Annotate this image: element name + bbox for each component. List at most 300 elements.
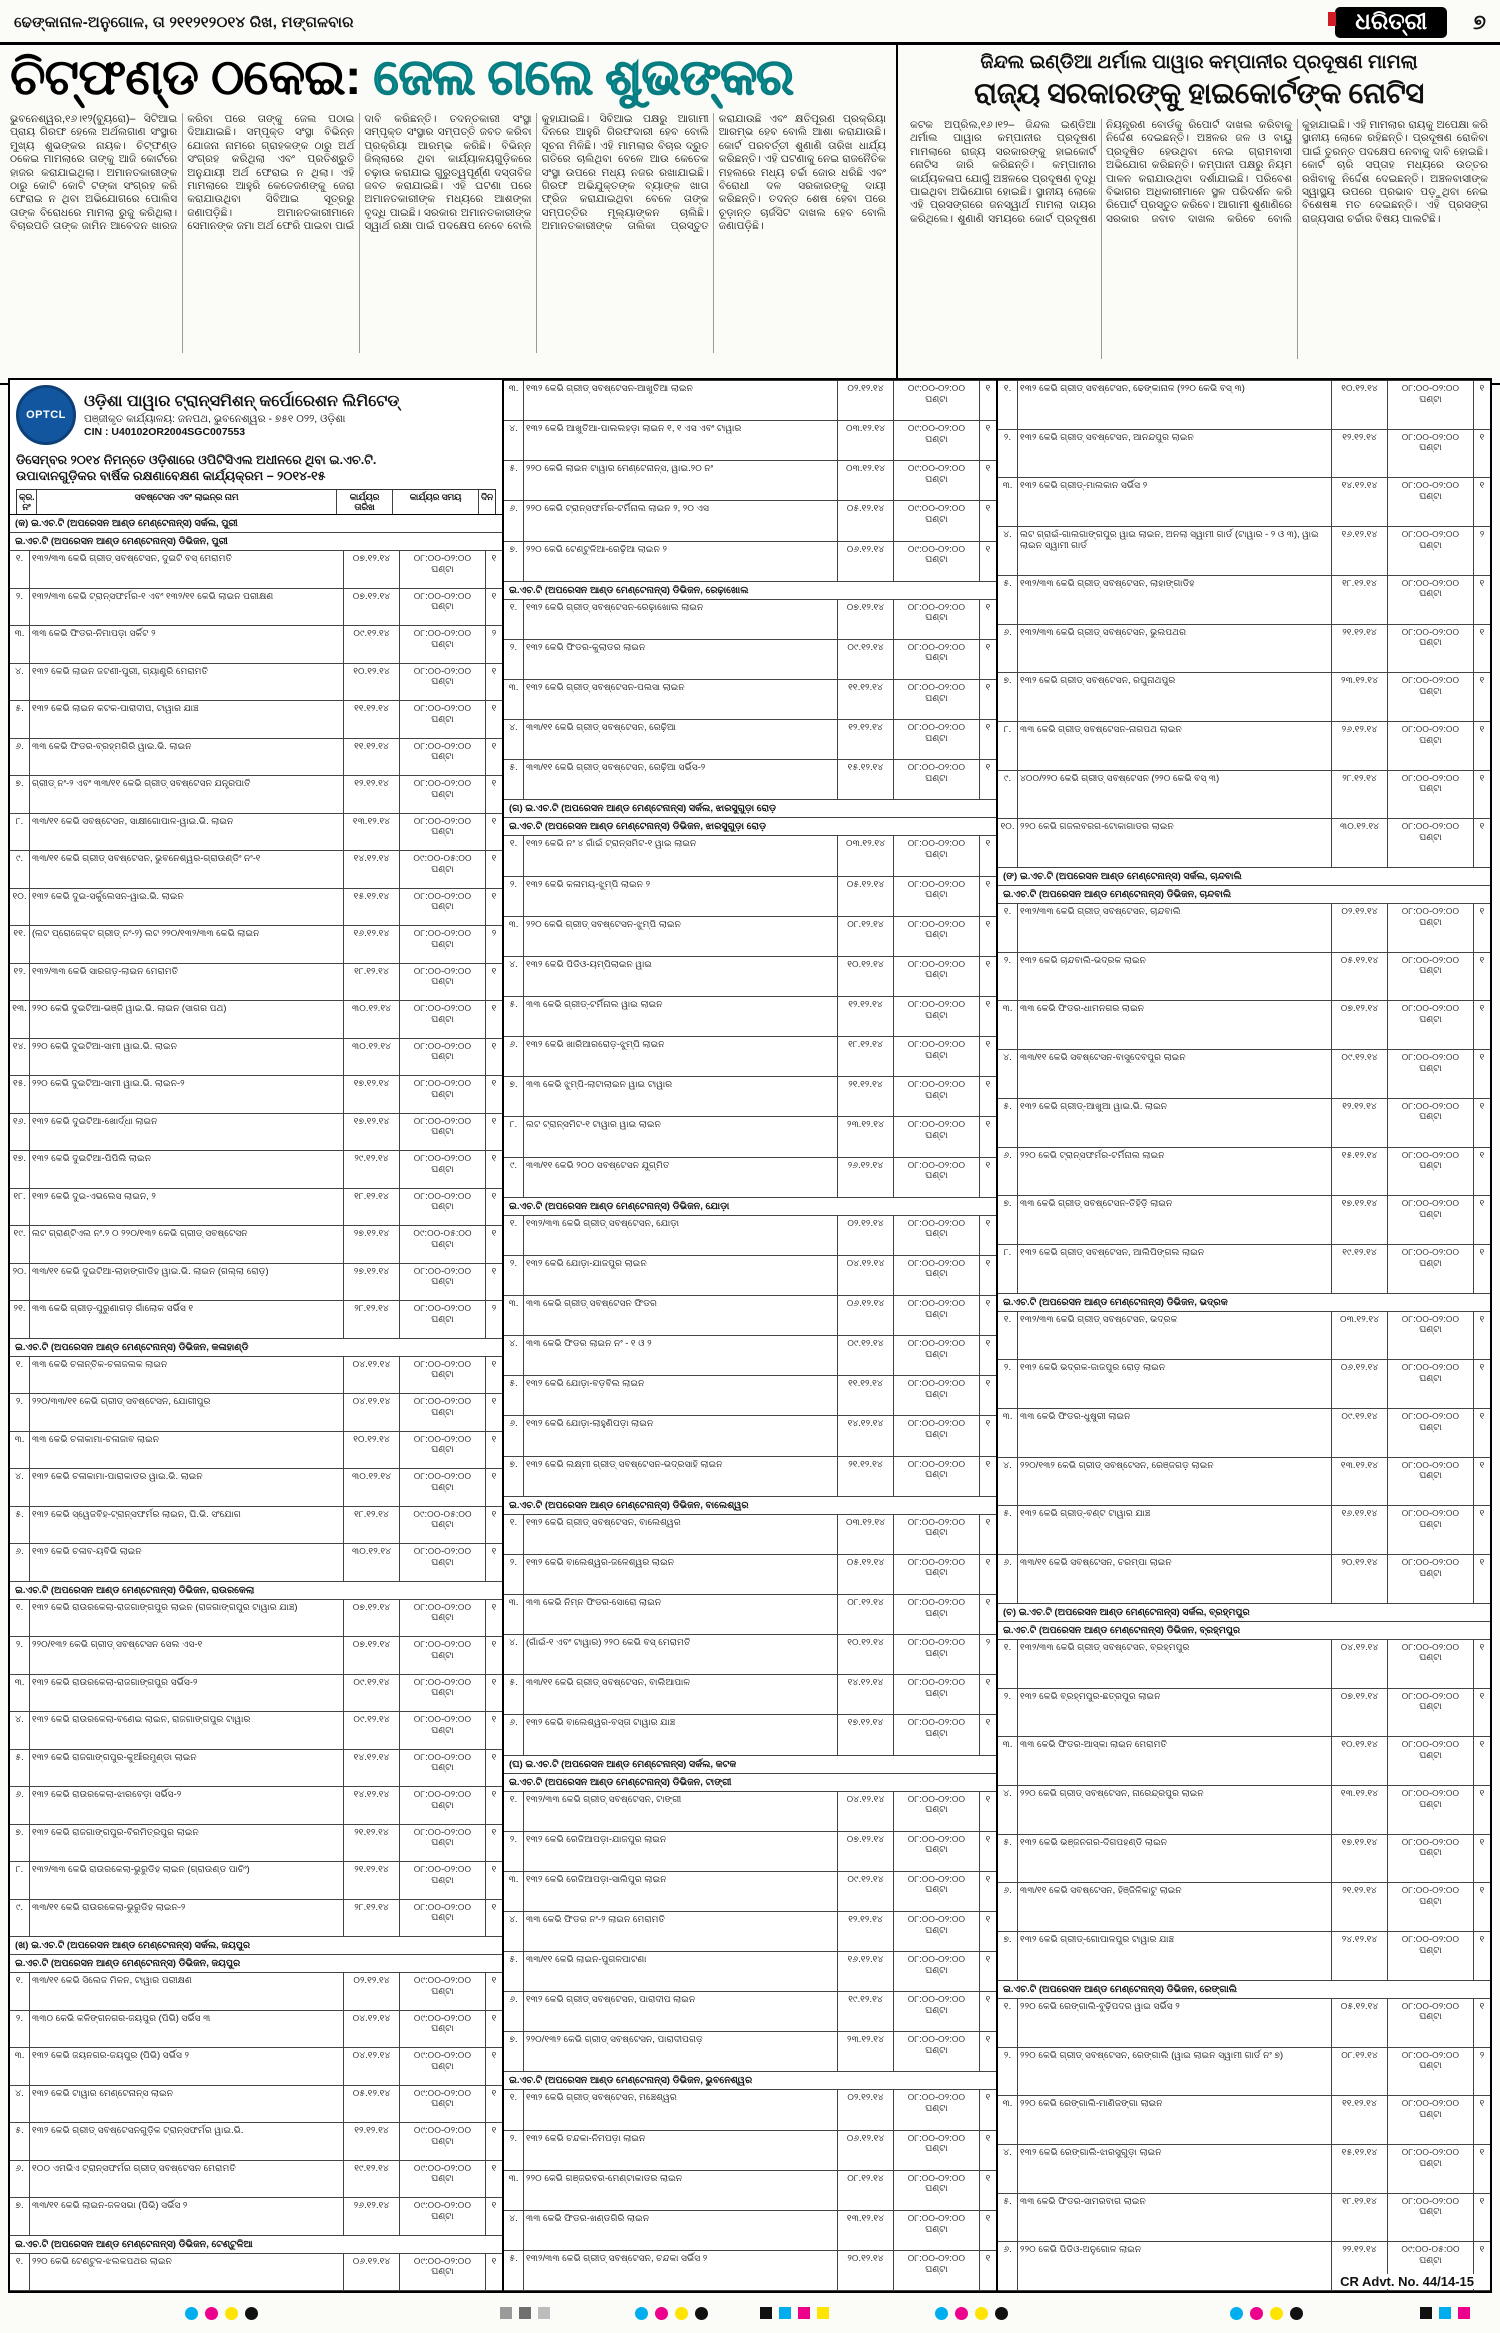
- cell-days: ୧: [985, 1458, 991, 1469]
- table-row: [10, 964, 502, 1002]
- cell-date: ୦୬.୧୨.୧୪: [838, 2131, 894, 2170]
- cell-time: ୦୮:୦୦-୦୨:୦୦ ଘଣ୍ଟା: [1388, 1099, 1474, 1147]
- cell-time: ୦୯:୦୦-୦୨:୦୦ ଘଣ୍ଟା: [400, 2086, 486, 2123]
- cell-time: ୦୮:୦୦-୦୨:୦୦ ଘଣ୍ଟା: [1388, 1932, 1474, 1980]
- table-section-header: ଇ.ଏଚ.ଟି (ଅପରେସନ ଆଣ୍ଡ ମେଣ୍ଟେନାନ୍ସ) ଡିଭିଜନ, ଚାନ୍ଦବାଲି: [998, 886, 1490, 904]
- cell-serial: ୩.: [504, 1872, 524, 1911]
- table-header-cell: ସବଷ୍ଟେସନ ଏବଂ ଲାଇନ୍‌ର ନାମ: [37, 490, 337, 514]
- cell-days: ୧: [491, 2255, 497, 2266]
- cell-serial: ୪.: [998, 1050, 1018, 1098]
- cell-days: ୧: [491, 1115, 497, 1126]
- table-row: [504, 1992, 996, 2032]
- cell-time: ୦୮:୦୦-୦୨:୦୦ ଘଣ୍ଟା: [894, 1832, 980, 1871]
- table-row: [998, 722, 1490, 771]
- cell-serial: ୫.: [504, 2251, 524, 2290]
- cell-date: ୦୫.୧୨.୧୪: [344, 2086, 400, 2123]
- cell-serial: ୯.: [10, 1900, 30, 1937]
- cell-days: ୧: [985, 918, 991, 929]
- cell-time: ୦୮:୦୦-୦୨:୦୦ ଘଣ୍ଟା: [1388, 381, 1474, 429]
- cell-serial: ୨୧.: [10, 1301, 30, 1338]
- cell-time: ୦୮:୦୦-୦୨:୦୦ ଘଣ୍ଟା: [1388, 625, 1474, 673]
- cell-serial: ୩.: [998, 1737, 1018, 1785]
- cell-name: ୩୩/୧୧ କେଭି ଗ୍ରୀଡ୍ ସବଷ୍ଟେସନ, ବାଲିଆପାଳ: [524, 1675, 838, 1714]
- table-row: [10, 589, 502, 627]
- cell-name: ଗ୍ରୀଡ୍ ନଂ-୨ ଏବଂ ୩୩/୧୧ କେଭି ଗ୍ରୀଡ୍ ସବଷ୍ଟେସନ ଯନ୍ତ୍ରପାତି: [30, 776, 344, 813]
- cell-days: ୧: [491, 1546, 497, 1556]
- table-row: [504, 957, 996, 997]
- table-row: [504, 1555, 996, 1595]
- registration-mark: [817, 2307, 829, 2319]
- registration-mark: [225, 2307, 238, 2320]
- advert-column-2: [502, 380, 996, 2291]
- cell-date: ୨୨.୧୨.୧୪: [1332, 2242, 1388, 2290]
- cell-time: ୦୮:୦୦-୦୨:୦୦ ଘଣ୍ଟା: [400, 1469, 486, 1506]
- cell-time: ୦୯:୦୦-୦୨:୦୦ ଘଣ୍ଟା: [894, 461, 980, 500]
- cell-name: ୧୩୨/୩୩ କେଭି ଗ୍ରୀଡ୍ ସବଷ୍ଟେସନ, ଭୁଲପଥର: [1018, 625, 1332, 673]
- table-row: [504, 501, 996, 541]
- table-row: [504, 1296, 996, 1336]
- cell-time: ୦୮:୦୦-୦୨:୦୦ ଘଣ୍ଟା: [400, 626, 486, 663]
- cell-serial: ୪.: [504, 957, 524, 996]
- cell-date: ୦୭.୧୨.୧୪: [1332, 1689, 1388, 1737]
- cell-date: ୩୦.୧୨.୧୪: [344, 1039, 400, 1076]
- cell-date: ୦୩.୧୨.୧୪: [838, 836, 894, 875]
- cell-days: ୧: [985, 1159, 991, 1170]
- side-article-body: କଟକ ଅପ୍ରିଲ,୧୬।୧୨– ଜିନ୍ଦଲ ଇଣ୍ଡିଆ ଥର୍ମାଲ ପାୱାର କମ୍ପାନୀର ପ୍ରଦୂଷଣ ମାମଲାରେ ରାଜ୍ୟ ସରକାରଙ୍କୁ ହାଇକୋର୍ଟ ନୋଟିସ ଜାରି କରିଛନ୍ତି। କମ୍ପାନୀର କାର୍ଯ୍ୟକଳାପ ଯୋଗୁଁ ଅଞ୍ଚଳରେ ପ୍ରଦୂଷଣ ବୃଦ୍ଧି ପାଇଥିବା ଅଭିଯୋଗ ହୋଇଛି। ସ୍ଥାନୀୟ ଲୋକେ ଏହି ପ୍ରସଙ୍ଗରେ ଜନସ୍ୱାର୍ଥ ମାମଲା ଦାୟର କରିଥିଲେ। ଶୁଣାଣି ସମୟରେ କୋର୍ଟ ପ୍ରଦୂଷଣ ନିୟନ୍ତ୍ରଣ ବୋର୍ଡକୁ ରିପୋର୍ଟ ଦାଖଲ କରିବାକୁ ନିର୍ଦ୍ଦେଶ ଦେଇଛନ୍ତି। ଅଞ୍ଚଳର ଜଳ ଓ ବାୟୁ ପ୍ରଦୂଷିତ ହେଉଥିବା ନେଇ ଗ୍ରାମବାସୀ ଅଭିଯୋଗ କରିଛନ୍ତି। କମ୍ପାନୀ ପକ୍ଷରୁ ନିୟମ ପାଳନ କରାଯାଉଥିବା ଦର୍ଶାଯାଇଛି। ପରିବେଶ ବିଭାଗର ଅଧିକାରୀମାନେ ସ୍ଥଳ ପରିଦର୍ଶନ କରି ରିପୋର୍ଟ ପ୍ରସ୍ତୁତ କରିବେ। ଆଗାମୀ ଶୁଣାଣିରେ ସରକାର ଜବାବ ଦାଖଲ କରିବେ ବୋଲି କୁହାଯାଇଛି। ଏହି ମାମଲାର ରାୟକୁ ଅପେକ୍ଷା କରି ସ୍ଥାନୀୟ ଲୋକେ ରହିଛନ୍ତି। ପ୍ରଦୂଷଣ ରୋକିବା ପାଇଁ ତୁରନ୍ତ ପଦକ୍ଷେପ ନେବାକୁ ଦାବି ହୋଇଛି। କୋର୍ଟ ଚାରି ସପ୍ତାହ ମଧ୍ୟରେ ଉତ୍ତର ରଖିବାକୁ ନିର୍ଦ୍ଦେଶ ଦେଇଛନ୍ତି। ଅଞ୍ଚଳବାସୀଙ୍କ ସ୍ୱାସ୍ଥ୍ୟ ଉପରେ ପ୍ରଭାବ ପଡ଼ୁଥିବା ନେଇ ବିଶେଷଜ୍ଞ ମତ ଦେଇଛନ୍ତି। ଏହି ପ୍ରସଙ୍ଗ ରାଜ୍ୟସାରା ଚର୍ଚ୍ଚାର ବିଷୟ ପାଲଟିଛି।: [910, 119, 1488, 225]
- side-article-headline: ରାଜ୍ୟ ସରକାରଙ୍କୁ ହାଇକୋର୍ଟଙ୍କ ନୋଟିସ: [974, 78, 1424, 110]
- cell-serial: ୨.: [998, 1360, 1018, 1408]
- table-row: [10, 1712, 502, 1750]
- cell-date: ୦୮.୧୨.୧୪: [838, 917, 894, 956]
- cell-serial: ୭.: [998, 1932, 1018, 1980]
- cell-time: ୦୮:୦୦-୦୨:୦୦ ଘଣ୍ଟା: [1388, 673, 1474, 721]
- cell-serial: ୫.: [10, 2123, 30, 2160]
- cell-time: ୦୮:୦୦-୦୨:୦୦ ଘଣ୍ଟା: [894, 1158, 980, 1197]
- cell-serial: ୩.: [504, 1296, 524, 1335]
- registration-mark: [1270, 2307, 1283, 2320]
- cell-serial: ୭.: [504, 2032, 524, 2071]
- cell-serial: ୫.: [998, 1506, 1018, 1554]
- table-row: [504, 877, 996, 917]
- cell-date: ୧୫.୧୨.୧୪: [344, 889, 400, 926]
- cell-serial: ୩.: [998, 1001, 1018, 1049]
- table-section-header: ଇ.ଏଚ.ଟି (ଅପରେସନ ଆଣ୍ଡ ମେଣ୍ଟେନାନ୍ସ) ଡିଭିଜନ, ଯୋଡ଼ା: [504, 1198, 996, 1216]
- table-row: [504, 917, 996, 957]
- cell-name: ୧୩୨/୩୩ କେଭି ଟ୍ରାନ୍ସଫର୍ମର-୧ ଏବଂ ୧୩୨/୧୧ କେଭି ଲାଇନ ପରୀକ୍ଷଣ: [30, 589, 344, 626]
- cell-name: ୧୩୨ କେଭି ଲକ୍ଷ୍ମୀ ଗ୍ରୀଡ୍ ସବଷ୍ଟେସନ-ଭଦ୍ରସାହି ଲାଇନ: [524, 1457, 838, 1496]
- cell-name: ଲଟ ଟ୍ରାନ୍ସମିଟ-୧ ଟାୱାର ୱାଇ ଲାଇନ: [524, 1117, 838, 1156]
- cell-days: ୧: [985, 1516, 991, 1527]
- cell-serial: ୬.: [10, 739, 30, 776]
- cell-time: ୦୮:୦୦-୦୨:୦୦ ଘଣ୍ଟା: [400, 1825, 486, 1862]
- table-row: [10, 1301, 502, 1339]
- cell-serial: ୫.: [504, 1376, 524, 1415]
- cell-time: ୦୮:୦୦-୦୨:୦୦ ଘଣ୍ଟା: [1388, 1458, 1474, 1506]
- cell-days: ୧: [491, 2125, 497, 2135]
- cell-time: ୦୮:୦୦-୦୨:୦୦ ଘଣ୍ଟା: [1388, 1999, 1474, 2047]
- cell-time: ୦୮:୦୦-୦୨:୦୦ ଘଣ୍ଟା: [400, 1900, 486, 1937]
- table-section-header: ଇ.ଏଚ.ଟି (ଅପରେସନ ଆଣ୍ଡ ମେଣ୍ଟେନାନ୍ସ) ଡିଭିଜନ, କଳାହାଣ୍ଡି: [10, 1339, 502, 1357]
- cell-serial: ୧.: [998, 381, 1018, 429]
- cell-time: ୦୮:୦୦-୦୨:୦୦ ଘଣ୍ଟା: [894, 1595, 980, 1634]
- cell-serial: ୧.: [504, 1515, 524, 1554]
- cell-name: ୪୦୦/୨୨୦ କେଭି ଗ୍ରୀଡ୍ ସବଷ୍ଟେସନ (୨୨୦ କେଭି ବସ୍ ୩): [1018, 771, 1332, 819]
- cell-name: ୧୩୨ କେଭି କଳାମୟ-ଝୁମ୍ପି ଲାଇନ ୨: [524, 877, 838, 916]
- cell-days: ୧: [1479, 1313, 1485, 1324]
- cell-days: ୧: [985, 2253, 991, 2264]
- cell-date: ୧୨.୧୨.୧୪: [838, 1912, 894, 1951]
- lead-headline-black: ଚିଟ୍‌ଫଣ୍ଡ ଠକେଇ:: [10, 49, 361, 105]
- table-section-header: ଇ.ଏଚ.ଟି (ଅପରେସନ ଆଣ୍ଡ ମେଣ୍ଟେନାନ୍ସ) ଡିଭିଜନ, ପୁରୀ: [10, 533, 502, 551]
- advert-column-3: [996, 380, 1490, 2291]
- cell-date: ୧୦.୧୨.୧୪: [1332, 381, 1388, 429]
- cell-serial: ୪.: [998, 2145, 1018, 2193]
- cell-name: ୧୩୨ କେଭି ଗ୍ରୀଡ୍ ସବଷ୍ଟେସନ-ଆଖୁତିଆ ଲାଇନ: [524, 381, 838, 420]
- cell-days: ୧: [985, 1677, 991, 1688]
- table-row: [10, 1357, 502, 1395]
- table-row: [10, 2254, 502, 2292]
- registration-mark: [1290, 2307, 1303, 2320]
- cell-name: ୩୩ କେଭି ଫିଡର-ଆସ୍କା ଲାଇନ ମେରାମତି: [1018, 1737, 1332, 1785]
- cell-days: ୨: [491, 628, 497, 638]
- cell-date: ୦୯.୧୨.୧୪: [344, 1712, 400, 1749]
- org-cin: CIN : U40102OR2004SGC007553: [84, 426, 246, 438]
- cell-time: ୦୮:୦୦-୦୨:୦୦ ଘଣ୍ଟା: [1388, 527, 1474, 575]
- cell-serial: ୨.: [504, 877, 524, 916]
- cell-date: ୧୧.୧୨.୧୪: [344, 739, 400, 776]
- cell-time: ୦୮:୦୦-୦୨:୦୦ ଘଣ୍ଟା: [400, 1151, 486, 1188]
- cell-name: ୧୩୨ କେଭି ଫିଡର-କୁଲାଡର ଲାଇନ: [524, 640, 838, 679]
- cell-serial: ୩.: [504, 680, 524, 719]
- cell-name: ୩୩/୧୧ କେଭି ୨୦୦ ସବଷ୍ଟେସନ ଯୁଗ୍ମିତ: [524, 1158, 838, 1197]
- cell-serial: ୧.: [504, 2090, 524, 2129]
- cell-serial: ୫.: [998, 576, 1018, 624]
- cell-date: ୦୭.୧୨.୧୪: [344, 551, 400, 588]
- schedule-table-col1: [10, 515, 502, 2291]
- cell-serial: ୫.: [998, 1099, 1018, 1147]
- cell-date: ୧୦.୧୨.୧୪: [1332, 1737, 1388, 1785]
- cell-date: ୧୭.୧୨.୧୪: [344, 1114, 400, 1151]
- cell-time: ୦୮:୦୦-୦୨:୦୦ ଘଣ୍ଟା: [1388, 2096, 1474, 2144]
- cell-time: ୦୮:୦୦-୦୨:୦୦ ଘଣ୍ଟା: [400, 1675, 486, 1712]
- cell-serial: ୩.: [504, 917, 524, 956]
- cell-time: ୦୮:୦୦-୦୨:୦୦ ଘଣ୍ଟା: [1388, 478, 1474, 526]
- cell-days: ୧: [985, 2034, 991, 2045]
- cell-date: ୨୮.୧୨.୧୪: [1332, 771, 1388, 819]
- cell-serial: ୧.: [998, 1640, 1018, 1688]
- table-row: [504, 1912, 996, 1952]
- lead-headline: [10, 47, 886, 107]
- cell-date: ୧୦.୧୨.୧୪: [344, 664, 400, 701]
- cell-date: ୨୩.୧୨.୧୪: [838, 2032, 894, 2071]
- table-row: [998, 1506, 1490, 1555]
- cell-name: ୧୩୨ କେଭି ପିଡିଓ-ୟମ୍ପିଲାଇନ ୱାଇ: [524, 957, 838, 996]
- cell-time: ୦୮:୦୦-୦୨:୦୦ ଘଣ୍ଟା: [400, 1432, 486, 1469]
- cell-time: ୦୮:୦୦-୦୨:୦୦ ଘଣ୍ଟା: [1388, 576, 1474, 624]
- cell-date: ୦୭.୧୨.୧୪: [838, 1832, 894, 1871]
- cell-name: ୧୩୨ କେଭି ଗ୍ରୀଡ୍ ସବଷ୍ଟେସନ, ବାଲେଶ୍ୱର: [524, 1515, 838, 1554]
- registration-mark: [1420, 2307, 1432, 2319]
- cell-time: ୦୮:୦୦-୦୨:୦୦ ଘଣ୍ଟା: [400, 1189, 486, 1226]
- cell-time: ୦୮:୦୦-୦୨:୦୦ ଘଣ୍ଟା: [400, 964, 486, 1001]
- cell-days: ୧: [491, 1040, 497, 1051]
- cell-days: ୧: [491, 703, 497, 713]
- cell-serial: ୨.: [10, 2011, 30, 2048]
- cell-name: ୧୩୨ କେଭି ରାଉରକେଲା-ବଣେଇ ଲାଇନ, ରାଜଗାଙ୍ଗପୁର ଟାୱାର: [30, 1712, 344, 1749]
- cell-days: ୧: [985, 2212, 991, 2223]
- cell-name: ୧୩୨ କେଭି ଗ୍ରୀଡ୍-ବଣ୍ଟ ଟାୱାର ଯାଞ୍ଚ: [1018, 1506, 1332, 1554]
- registration-mark-group: [1420, 2307, 1470, 2319]
- cell-serial: ୧.: [10, 1973, 30, 2010]
- table-section-header: ଇ.ଏଚ.ଟି (ଅପରେସନ ଆଣ୍ଡ ମେଣ୍ଟେନାନ୍ସ) ଡିଭିଜନ, ରାଉରକେଲା: [10, 1582, 502, 1600]
- cell-name: (ଲଟ ପ୍ରୋଜେକ୍ଟ ଗ୍ରୀଡ୍ ନଂ-୨) ଲଟ ୨୨୦/୧୩୨/୩୩ କେଭି ଲାଇନ: [30, 926, 344, 963]
- cell-serial: ୧୭.: [10, 1151, 30, 1188]
- table-row: [504, 1872, 996, 1912]
- cell-name: ୩୩ କେଭି ଫିଡର-ଖଣ୍ଡଗିରି ଲାଇନ: [524, 2211, 838, 2250]
- cell-name: ୧୩୨ କେଭି ବ୍ରହ୍ମପୁର-ଛତ୍ରପୁର ଲାଇନ: [1018, 1689, 1332, 1737]
- cell-date: ୧୯.୧୨.୧୪: [1332, 1245, 1388, 1293]
- cell-time: ୦୮:୦୦-୦୨:୦୦ ଘଣ୍ଟା: [400, 1637, 486, 1674]
- cell-time: ୦୮:୦୦-୦୨:୦୦ ଘଣ୍ଟା: [894, 1117, 980, 1156]
- cell-time: ୦୮:୦୦-୦୨:୦୦ ଘଣ୍ଟା: [400, 1712, 486, 1749]
- cell-days: ୧: [1479, 431, 1485, 442]
- cell-time: ୦୯:୦୦-୦୫:୦୦ ଘଣ୍ଟା: [400, 1226, 486, 1263]
- cell-name: ୨୨୦/୩୩/୧୧ କେଭି ଗ୍ରୀଡ୍ ସବଷ୍ଟେସନ, ଯୋଗୀପୁର: [30, 1394, 344, 1431]
- cell-time: ୦୮:୦୦-୦୨:୦୦ ଘଣ୍ଟା: [1388, 1555, 1474, 1603]
- table-row: [998, 1786, 1490, 1835]
- cell-serial: ୩.: [998, 2096, 1018, 2144]
- table-row: [10, 1076, 502, 1114]
- cell-serial: ୨.: [998, 953, 1018, 1001]
- cell-days: ୧: [1479, 2244, 1485, 2255]
- cell-days: ୧: [491, 815, 497, 826]
- cell-days: ୧: [985, 998, 991, 1009]
- cell-serial: ୧୮.: [10, 1189, 30, 1226]
- cell-date: ୧୫.୧୨.୧୪: [838, 760, 894, 799]
- table-header-row: [16, 489, 496, 514]
- table-row: [998, 1555, 1490, 1604]
- cell-serial: ୯.: [998, 771, 1018, 819]
- cell-serial: ୬.: [504, 1416, 524, 1455]
- cell-days: ୧: [1479, 1003, 1485, 1014]
- cell-days: ୧: [1479, 1246, 1485, 1257]
- cell-serial: ୧.: [10, 1600, 30, 1637]
- cell-time: ୦୮:୦୦-୦୨:୦୦ ଘଣ୍ଟା: [1388, 771, 1474, 819]
- registration-mark: [1250, 2307, 1263, 2320]
- cell-serial: ୩.: [10, 2048, 30, 2085]
- cell-days: ୧: [491, 1396, 497, 1406]
- cell-name: ୨୨୦ କେଭି ଟେଣ୍ଟୁଳିଆ-ରେଢ଼ିଆ ଲାଇନ ୨: [524, 542, 838, 581]
- cell-date: ୦୫.୧୨.୧୪: [838, 501, 894, 540]
- cell-date: ୦୯.୧୨.୧୪: [344, 1675, 400, 1712]
- cell-name: ୩୩ କେଭି ଫିଡର-ଧୁଷୁରୀ ଲାଇନ: [1018, 1409, 1332, 1457]
- cell-serial: ୧୦.: [998, 819, 1018, 867]
- cell-date: ୦୩.୧୨.୧୪: [1332, 1312, 1388, 1360]
- cell-date: ୦୪.୧୨.୧୪: [344, 2011, 400, 2048]
- cell-days: ୧: [985, 1994, 991, 2005]
- cell-name: ୧୩୨/୩୩ କେଭି ଗ୍ରୀଡ୍ ସବଷ୍ଟେସନ, ଲାହାଙ୍ଗାଡିହ: [1018, 576, 1332, 624]
- table-row: [10, 2198, 502, 2236]
- table-row: [998, 1458, 1490, 1507]
- cell-time: ୦୮:୦୦-୦୨:୦୦ ଘଣ୍ଟା: [400, 926, 486, 963]
- page-number: ୭: [1473, 10, 1486, 34]
- cell-date: ୦୩.୧୨.୧୪: [838, 1515, 894, 1554]
- table-row: [998, 953, 1490, 1002]
- cell-time: ୦୮:୦୦-୦୨:୦୦ ଘଣ୍ଟା: [400, 1301, 486, 1338]
- registration-mark-group: [185, 2307, 258, 2320]
- table-row: [504, 600, 996, 640]
- cell-time: ୦୮:୦୦-୦୨:୦୦ ଘଣ୍ଟା: [1388, 1312, 1474, 1360]
- table-row: [10, 2011, 502, 2049]
- cell-serial: ୫.: [10, 701, 30, 738]
- side-article: [898, 45, 1500, 383]
- table-row: [504, 1457, 996, 1497]
- cell-serial: ୨.: [504, 1256, 524, 1295]
- cell-days: ୧: [1479, 1787, 1485, 1798]
- cell-days: ୧: [491, 1471, 497, 1481]
- cell-serial: ୪.: [10, 1469, 30, 1506]
- cell-date: ୧୮.୧୨.୧୪: [344, 964, 400, 1001]
- cell-time: ୦୮:୦୦-୦୨:୦୦ ଘଣ୍ଟା: [894, 917, 980, 956]
- org-name: ଓଡ଼ିଶା ପାୱାର ଟ୍ରାନ୍ସମିଶନ୍ କର୍ପୋରେଶନ ଲିମିଟେଡ୍: [84, 393, 400, 410]
- cell-days: ୧: [491, 1265, 497, 1276]
- table-row: [998, 1835, 1490, 1884]
- cell-serial: ୭.: [10, 1825, 30, 1862]
- cell-time: ୦୮:୦୦-୦୨:୦୦ ଘଣ୍ଟା: [400, 1114, 486, 1151]
- cell-days: ୧: [1479, 383, 1485, 393]
- table-row: [998, 904, 1490, 953]
- cell-days: ୧: [1479, 1557, 1485, 1568]
- table-row: [10, 1787, 502, 1825]
- cell-days: ୧: [491, 1601, 497, 1612]
- cell-serial: ୪.: [998, 1458, 1018, 1506]
- cell-days: ୧: [985, 1833, 991, 1844]
- cell-date: ୧୫.୧୨.୧୪: [1332, 2145, 1388, 2193]
- cell-days: ୧: [985, 762, 991, 773]
- cell-date: ୨୩.୧୨.୧୪: [1332, 673, 1388, 721]
- cell-serial: ୨.: [10, 589, 30, 626]
- cell-serial: ୨.: [998, 1689, 1018, 1737]
- table-row: [998, 1360, 1490, 1409]
- cell-time: ୦୮:୦୦-୦୨:୦୦ ଘଣ୍ଟା: [894, 957, 980, 996]
- cell-date: ୦୩.୧୨.୧୪: [838, 461, 894, 500]
- cell-name: ୧୩୨ କେଭି ନଂ ୪ ଗାଁଇଁ ଟ୍ରାନ୍ସମିଟ-୧ ୱାଇ ଲାଇନ: [524, 836, 838, 875]
- cell-days: ୨: [1479, 2049, 1485, 2060]
- cell-date: ୦୬.୧୨.୧୪: [838, 542, 894, 581]
- advert-header: [10, 380, 502, 515]
- cell-date: ୨୪.୧୨.୧୪: [1332, 1932, 1388, 1980]
- cell-name: ୩୩ କେଭି ଫିଡର-ନିମାପଡ଼ା ସର୍କିଟ ୨: [30, 626, 344, 663]
- cell-days: ୧: [491, 740, 497, 751]
- cell-name: ୨୨୦ କେଭି ଦୁଇଟିଆ-ଭଞ୍ଜି ୱାଇ.ଭି. ଲାଇନ (ସାଗର ପଥ): [30, 1001, 344, 1038]
- table-row: [998, 1640, 1490, 1689]
- schedule-table-col3: [998, 380, 1490, 2291]
- registration-mark: [1458, 2307, 1470, 2319]
- table-row: [10, 739, 502, 777]
- cell-date: ୦୪.୧୨.୧୪: [838, 1256, 894, 1295]
- cell-name: ୧୩୨ କେଭି ଗ୍ରୀଡ୍ ସବଷ୍ଟେସନ-ରେଢ଼ାଖୋଲ ଲାଇନ: [524, 600, 838, 639]
- cell-name: ୧୩୨ କେଭି ଦୁଇଟିଆ-ପିପିଲି ଲାଇନ: [30, 1151, 344, 1188]
- cell-name: ୨୨୦/୧୩୨ କେଭି ଗ୍ରୀଡ୍ ସବଷ୍ଟେସନ, ପାରାଦୀପଗଡ଼: [524, 2032, 838, 2071]
- cell-time: ୦୮:୦୦-୦୨:୦୦ ଘଣ୍ଟା: [400, 1862, 486, 1899]
- cell-name: ୧୩୨/୩୩ କେଭି ଗ୍ରୀଡ୍ ସବଷ୍ଟେସନ, ଯୋଡ଼ା: [524, 1216, 838, 1255]
- cell-date: ୦୫.୧୨.୧୪: [838, 1555, 894, 1594]
- cell-time: ୦୮:୦୦-୦୨:୦୦ ଘଣ୍ଟା: [400, 664, 486, 701]
- cell-days: ୧: [1479, 772, 1485, 783]
- cell-time: ୦୮:୦୦-୦୨:୦୦ ଘଣ୍ଟା: [400, 1039, 486, 1076]
- cell-time: ୦୯:୦୦-୦୨:୦୦ ଘଣ୍ଟା: [894, 381, 980, 420]
- cell-date: ୨୩.୧୨.୧୪: [838, 1117, 894, 1156]
- table-section-header: ଇ.ଏଚ.ଟି (ଅପରେସନ ଆଣ୍ଡ ମେଣ୍ଟେନାନ୍ସ) ଡିଭିଜନ, ଜୟପୁର: [10, 1955, 502, 1973]
- optcl-advert: [8, 378, 1492, 2293]
- cell-date: ୧୭.୧୨.୧୪: [1332, 1835, 1388, 1883]
- cell-name: ୧୩୨ କେଭି ରାଉରକେଲା-ଝାରବେଡ଼ା ସର୍ଭିସ-୨: [30, 1787, 344, 1824]
- cell-days: ୧: [985, 503, 991, 514]
- cell-name: ୧୩୨ କେଭି ଚଳାବ-ୟବିଭି ଲାଇନ: [30, 1544, 344, 1581]
- cell-days: ୨: [491, 928, 497, 938]
- table-row: [504, 1336, 996, 1376]
- cell-time: ୦୯:୦୦-୦୨:୦୦ ଘଣ୍ଟା: [894, 542, 980, 581]
- cell-time: ୦୯:୦୦-୦୨:୦୦ ଘଣ୍ଟା: [894, 421, 980, 460]
- registration-mark: [1230, 2307, 1243, 2320]
- table-row: [998, 1999, 1490, 2048]
- cell-name: ୨୨୦ କେଭି ଟ୍ରାନ୍ସଫର୍ମର-ଟର୍ମିନାଲ ଲାଇନ ୨, ୨୦ ଏସ: [524, 501, 838, 540]
- table-row: [10, 2048, 502, 2086]
- cell-time: ୦୮:୦୦-୦୨:୦୦ ଘଣ୍ଟା: [894, 1037, 980, 1076]
- cell-name: ୧୩୨ କେଭି ଦୁଇଟିଆ-ଖୋର୍ଦ୍ଧା ଲାଇନ: [30, 1114, 344, 1151]
- registration-mark: [205, 2307, 218, 2320]
- cell-days: ୧: [985, 1954, 991, 1965]
- table-row: [504, 1158, 996, 1198]
- cell-days: ୧: [1479, 480, 1485, 491]
- table-row: [504, 1256, 996, 1296]
- table-row: [998, 2048, 1490, 2097]
- cell-date: ୧୮.୧୨.୧୪: [838, 1037, 894, 1076]
- cell-serial: ୯.: [10, 851, 30, 888]
- cell-time: ୦୮:୦୦-୦୨:୦୦ ଘଣ୍ଟା: [1388, 953, 1474, 1001]
- cell-name: ୩୩ କେଭି ଫିଡର-ଧାମନଗର ଲାଇନ: [1018, 1001, 1332, 1049]
- cell-name: ୩୩ କେଭି ଗ୍ରୀଡ୍ ସବଷ୍ଟେସନ ଫିଡର: [524, 1296, 838, 1335]
- cell-time: ୦୮:୦୦-୦୨:୦୦ ଘଣ୍ଟା: [400, 589, 486, 626]
- cell-date: ୧୨.୧୨.୧୪: [838, 720, 894, 759]
- table-row: [504, 2251, 996, 2291]
- cell-date: ୧୦.୧୨.୧୪: [344, 1432, 400, 1469]
- cell-name: (ଗାଁଇଁ-୧ ଏବଂ ଟାୱାର) ୨୨୦ କେଭି ବସ୍ ମେରାମତି: [524, 1635, 838, 1674]
- cell-date: ୧୨.୧୨.୧୪: [838, 997, 894, 1036]
- cell-serial: ୧.: [10, 551, 30, 588]
- advert-title-line1: ଡିସେମ୍ବର ୨୦୧୪ ନିମନ୍ତେ ଓଡ଼ିଶାରେ ଓପିଟିସିଏଲ ଅଧୀନରେ ଥିବା ଇ.ଏଚ.ଟି.: [16, 453, 377, 467]
- cell-days: ୧: [1479, 1100, 1485, 1111]
- cell-days: ୧: [491, 665, 497, 676]
- cell-time: ୦୮:୦୦-୦୨:୦୦ ଘଣ୍ଟା: [400, 1750, 486, 1787]
- cell-date: ୦୪.୧୨.୧୪: [838, 1792, 894, 1831]
- cell-name: ୩୩/୧୧ କେଭି ସବଷ୍ଟେସନ, ସାକ୍ଷୀଗୋପାଳ-ୱାଇ.ଭି. ଲାଇନ: [30, 814, 344, 851]
- cell-name: ୨୨୦ କେଭି ପିଡିଓ-ଅନୁଗୋଳ ଲାଇନ: [1018, 2242, 1332, 2290]
- cell-days: ୧: [1479, 954, 1485, 965]
- cell-name: ୩୩ କେଭି ଗ୍ରୀଡ଼-ପୁରୁଣାଗଡ଼ ଗାଁଲୋକ ସର୍ଭିସ ୧: [30, 1301, 344, 1338]
- cell-days: ୧: [985, 463, 991, 474]
- cell-time: ୦୮:୦୦-୦୨:୦୦ ଘଣ୍ଟା: [400, 1787, 486, 1824]
- cell-serial: ୩.: [504, 2171, 524, 2210]
- cell-serial: ୫.: [504, 1952, 524, 1991]
- cell-time: ୦୮:୦୦-୦୨:୦୦ ଘଣ୍ଟା: [1388, 1640, 1474, 1688]
- cell-days: ୧: [985, 722, 991, 733]
- cell-days: ୧: [491, 778, 497, 788]
- lead-article-body: ଭୁବନେଶ୍ୱର,୧୬।୧୨(ବ୍ୟୁରୋ)– ସିଟିଆଇ ପ୍ରାୟ ଗିରଫ ହେଲେ ଅର୍ଥଲଗାଣ ସଂସ୍ଥାର ମୁଖ୍ୟ ଶୁଭଙ୍କର ନାୟକ। ଚିଟ୍‌ଫଣ୍ଡ ଠକେଇ ମାମଲାରେ ତାଙ୍କୁ ଆଜି କୋର୍ଟରେ ହାଜର କରାଯାଇଥିଲା। ଅମାନତକାରୀଙ୍କ ଠାରୁ କୋଟି କୋଟି ଟଙ୍କା ସଂଗ୍ରହ କରି ଫେରାଇ ନ ଥିବା ଅଭିଯୋଗରେ ପୋଲିସ ତାଙ୍କ ବିରୋଧରେ ମାମଲା ରୁଜୁ କରିଥିଲା। ବିଚାରପତି ତାଙ୍କ ଜାମିନ ଆବେଦନ ଖାରଜ କରିବା ପରେ ତାଙ୍କୁ ଜେଲ ପଠାଇ ଦିଆଯାଇଛି। ସମ୍ପୃକ୍ତ ସଂସ୍ଥା ବିଭିନ୍ନ ଯୋଜନା ନାମରେ ଗ୍ରାହକଙ୍କ ଠାରୁ ଅର୍ଥ ସଂଗ୍ରହ କରିଥିଲା ଏବଂ ପ୍ରତିଶ୍ରୁତି ଅନୁଯାୟୀ ଅର୍ଥ ଫେରାଇ ନ ଥିଲା। ଏହି ମାମଲାରେ ଆହୁରି କେତେଜଣଙ୍କୁ ଜେରା କରାଯାଉଥିବା ସିବିଆଇ ସୂତ୍ରରୁ ଜଣାପଡ଼ିଛି। ଅମାନତକାରୀମାନେ ସେମାନଙ୍କ ଜମା ଅର୍ଥ ଫେରି ପାଇବା ପାଇଁ ଦାବି କରିଛନ୍ତି। ତଦନ୍ତକାରୀ ସଂସ୍ଥା ସମ୍ପୃକ୍ତ ସଂସ୍ଥାର ସମ୍ପତ୍ତି ଜବତ କରିବା ପ୍ରକ୍ରିୟା ଆରମ୍ଭ କରିଛି। ବିଭିନ୍ନ ଜିଲ୍ଲାରେ ଥିବା କାର୍ଯ୍ୟାଳୟଗୁଡ଼ିକରେ ଚଢ଼ାଉ କରାଯାଇ ଗୁରୁତ୍ୱପୂର୍ଣ୍ଣ ଦସ୍ତାବିଜ ଜବତ କରାଯାଇଛି। ଏହି ଘଟଣା ପରେ ଅମାନତକାରୀଙ୍କ ମଧ୍ୟରେ ଆଶଙ୍କା ବୃଦ୍ଧି ପାଇଛି। ସରକାର ଅମାନତକାରୀଙ୍କ ସ୍ୱାର୍ଥ ରକ୍ଷା ପାଇଁ ପଦକ୍ଷେପ ନେବେ ବୋଲି କୁହାଯାଇଛି। ସିବିଆଇ ପକ୍ଷରୁ ଆଗାମୀ ଦିନରେ ଆହୁରି ଗିରଫଦାରୀ ହେବ ବୋଲି ସୂଚନା ମିଳିଛି। ଏହି ମାମଲାର ବିଚାର ଦ୍ରୁତ ଗତିରେ ଚାଲିଥିବା ବେଳେ ଆଉ କେତେକ ସଂସ୍ଥା ଉପରେ ମଧ୍ୟ ନଜର ରଖାଯାଇଛି। ଗିରଫ ଅଭିଯୁକ୍ତଙ୍କ ବ୍ୟାଙ୍କ ଖାତା ଫ୍ରିଜ କରାଯାଇଥିବା ବେଳେ ତାଙ୍କ ସମ୍ପତ୍ତିର ମୂଲ୍ୟାଙ୍କନ ଚାଲିଛି। ଅମାନତକାରୀଙ୍କ ତାଲିକା ପ୍ରସ୍ତୁତ କରାଯାଉଛି ଏବଂ କ୍ଷତିପୂରଣ ପ୍ରକ୍ରିୟା ଆରମ୍ଭ ହେବ ବୋଲି ଆଶା କରାଯାଉଛି। କୋର୍ଟ ପରବର୍ତ୍ତୀ ଶୁଣାଣି ତାରିଖ ଧାର୍ଯ୍ୟ କରିଛନ୍ତି। ଏହି ଘଟଣାକୁ ନେଇ ରାଜନୈତିକ ମହଲରେ ମଧ୍ୟ ଚର୍ଚ୍ଚା ଜୋର ଧରିଛି ଏବଂ ବିରୋଧୀ ଦଳ ସରକାରଙ୍କୁ ଦାୟୀ କରିଛନ୍ତି। ତଦନ୍ତ ଶେଷ ହେବା ପରେ ଚୂଡ଼ାନ୍ତ ଚାର୍ଜସିଟ ଦାଖଲ ହେବ ବୋଲି ଜଣାପଡ଼ିଛି।: [10, 113, 886, 233]
- table-row: [10, 626, 502, 664]
- cell-name: ୧୩୨/୩୩ କେଭି ଗ୍ରୀଡ୍ ସବଷ୍ଟେସନ, ଦୁଇଟି ବସ୍ ମେରାମତି: [30, 551, 344, 588]
- cell-serial: ୫.: [504, 1675, 524, 1714]
